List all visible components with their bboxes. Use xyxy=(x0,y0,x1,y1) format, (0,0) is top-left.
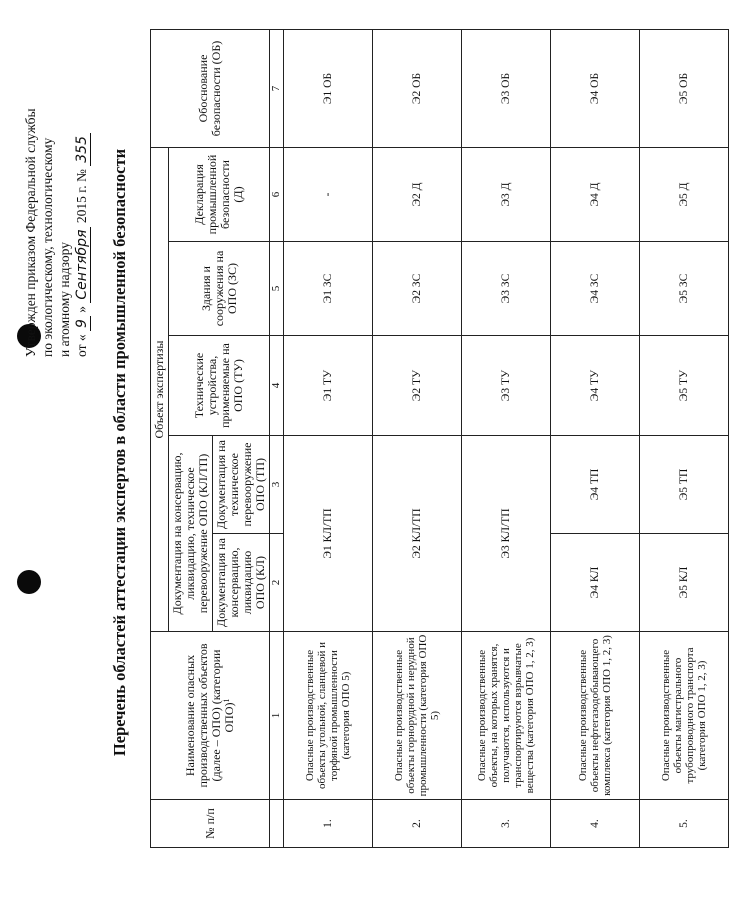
row-tu: Э4 ТУ xyxy=(551,336,640,436)
header-tech-devices: Технические устройства, применяемые на ОПО (ТУ) xyxy=(169,336,270,436)
date-prefix: от « xyxy=(74,334,89,357)
row-doc-tp: Э4 ТП xyxy=(551,436,640,534)
header-num: № п/п xyxy=(151,800,270,848)
row-declaration: Э3 Д xyxy=(462,148,551,242)
table-row xyxy=(284,30,373,848)
row-num: 1. xyxy=(284,800,373,848)
header-expertise-object: Объект экспертизы xyxy=(151,148,169,632)
row-object-name: Опасные производственные объекты магистрального трубопроводного транспорта (категория ОПО 1, 2, 3) xyxy=(640,632,729,800)
header-doc-kl: Документация на консервацию, ликвидацию ОПО (КЛ) xyxy=(213,534,270,632)
header-justification: Обоснование безопасности (ОБ) xyxy=(151,30,270,148)
order-number: 355 xyxy=(74,133,91,166)
approval-line-3: и атомному надзору xyxy=(57,242,72,357)
row-zs: Э1 ЗС xyxy=(284,242,373,336)
column-index: 6 xyxy=(270,148,284,242)
row-tu: Э2 ТУ xyxy=(373,336,462,436)
attestation-table xyxy=(150,29,729,848)
row-tu: Э5 ТУ xyxy=(640,336,729,436)
row-declaration: Э4 Д xyxy=(551,148,640,242)
page-title: Перечень областей аттестации экспертов в области промышленной безопасности xyxy=(110,148,129,757)
row-object-name: Опасные производственные объекты, на которых хранятся, получаются, используются и транспортируются взрывчатые вещества (категория ОПО 1, 2, 3) xyxy=(462,632,551,800)
date-year: 2015 г. xyxy=(74,185,89,224)
row-tu: Э3 ТУ xyxy=(462,336,551,436)
table-row xyxy=(373,30,462,848)
row-doc-kl: Э4 КЛ xyxy=(551,534,640,632)
table-row xyxy=(640,30,729,848)
row-doc-kl-tp: Э1 КЛ/ТП xyxy=(284,436,373,632)
header-buildings: Здания и сооружения на ОПО (ЗС) xyxy=(169,242,270,336)
row-declaration: - xyxy=(284,148,373,242)
row-num: 2. xyxy=(373,800,462,848)
column-index-row xyxy=(270,30,284,848)
row-object-name: Опасные производственные объекты нефтегазодобывающего комплекса (категория ОПО 1, 2, 3) xyxy=(551,632,640,800)
row-justification: Э1 ОБ xyxy=(284,30,373,148)
column-index: 3 xyxy=(270,436,284,534)
approval-stamp xyxy=(22,17,91,357)
header-declaration: Декларация промышленной безопасности (Д) xyxy=(169,148,270,242)
column-index: 4 xyxy=(270,336,284,436)
row-declaration: Э5 Д xyxy=(640,148,729,242)
row-num: 4. xyxy=(551,800,640,848)
date-month: Сентября xyxy=(74,227,91,303)
column-index: 2 xyxy=(270,534,284,632)
row-object-name: Опасные производственные объекты горнорудной и нерудной промышленности (категория ОПО 5) xyxy=(373,632,462,800)
row-tu: Э1 ТУ xyxy=(284,336,373,436)
header-doc-tp: Документация на техническое перевооружение ОПО (ТП) xyxy=(213,436,270,534)
column-index: 1 xyxy=(270,632,284,800)
row-justification: Э2 ОБ xyxy=(373,30,462,148)
column-index: 7 xyxy=(270,30,284,148)
row-doc-kl: Э5 КЛ xyxy=(640,534,729,632)
row-justification: Э3 ОБ xyxy=(462,30,551,148)
row-justification: Э5 ОБ xyxy=(640,30,729,148)
row-declaration: Э2 Д xyxy=(373,148,462,242)
column-index: 5 xyxy=(270,242,284,336)
date-day: 9 xyxy=(74,316,91,331)
row-num: 3. xyxy=(462,800,551,848)
approval-line-1: Утвержден приказом Федеральной службы xyxy=(23,108,38,357)
row-doc-kl-tp: Э2 КЛ/ТП xyxy=(373,436,462,632)
row-zs: Э2 ЗС xyxy=(373,242,462,336)
row-num: 5. xyxy=(640,800,729,848)
row-zs: Э5 ЗС xyxy=(640,242,729,336)
row-zs: Э4 ЗС xyxy=(551,242,640,336)
table-row xyxy=(551,30,640,848)
row-zs: Э3 ЗС xyxy=(462,242,551,336)
row-doc-tp: Э5 ТП xyxy=(640,436,729,534)
number-label: № xyxy=(74,169,89,183)
date-mid: » xyxy=(74,305,89,313)
table-row xyxy=(462,30,551,848)
row-doc-kl-tp: Э3 КЛ/ТП xyxy=(462,436,551,632)
row-object-name: Опасные производственные объекты угольной, сланцевой и торфяной промышленности (категория ОПО 5) xyxy=(284,632,373,800)
header-name: Наименование опасных производственных объектов (далее – ОПО) (категории ОПО)$^1$ xyxy=(151,632,270,800)
approval-line-2: по экологическому, технологическому xyxy=(40,137,55,357)
row-justification: Э4 ОБ xyxy=(551,30,640,148)
header-documentation: Документация на консервацию, ликвидацию, техническое перевооружение ОПО (КЛ/ТП) xyxy=(169,436,213,632)
approval-date-line xyxy=(73,17,91,357)
